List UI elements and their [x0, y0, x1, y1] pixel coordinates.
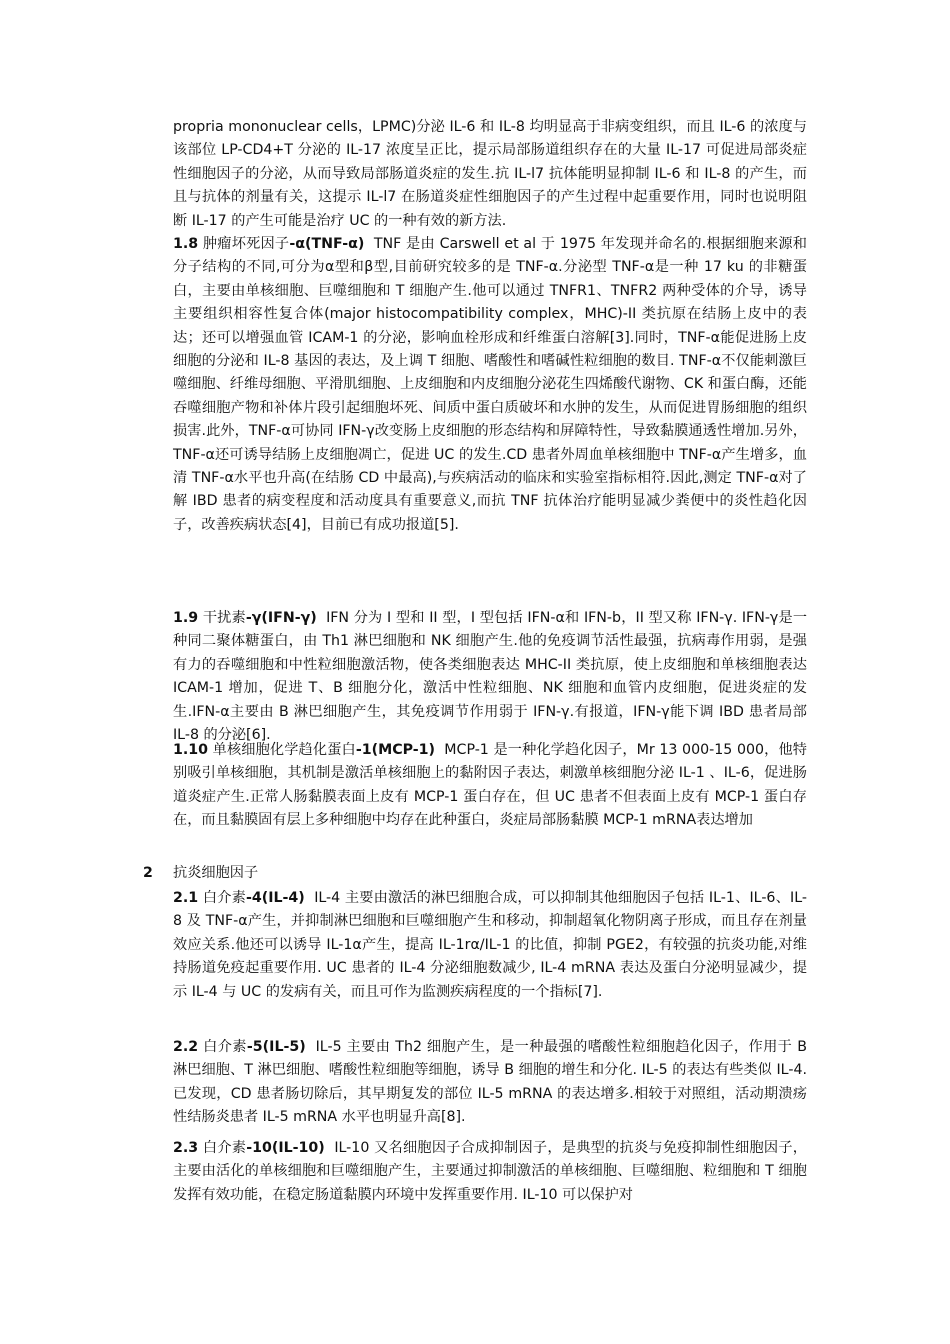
section-body: MCP-1 是一种化学趋化因子，Mr 13 000-15 000，他特别吸引单核细胞，其机制是激活单核细胞上的黏附因子表达，刺激单核细胞分泌 IL-1 、IL-6，促进肠道炎症产生.正常人肠黏膜表面上皮有 MCP-1 蛋白存在，但 UC 患者不但表面上皮有 MCP-1 蛋白存在，而且黏膜固有层上多种细胞中均存在此种蛋白，炎症局部肠黏膜 MCP-1 mRNA表达增加 [173, 742, 807, 829]
section-1-10 [173, 739, 807, 833]
section-number: 1.10 [173, 742, 209, 758]
section-number: 1.9 [173, 610, 199, 626]
section-body: TNF 是由 Carswell et al 于 1975 年发现并命名的.根据细胞来源和分子结构的不同,可分为α型和β型,目前研究较多的是 TNF-α.分泌型 TNF-α是一种 17 ku 的非糖蛋白，主要由单核细胞、巨噬细胞和 T 细胞产生.他可以通过 TNFR1、TNFR2 两种受体的介导，诱导主要组织相容性复合体(major histocompatibility complex，MHC)-II 类抗原在结肠上皮中的表达；还可以增强血管 ICAM-1 的分泌，影响血栓形成和纤维蛋白溶解[3].同时，TNF-α能促进肠上皮细胞的分泌和 IL-8 基因的表达，及上调 T 细胞、嗜酸性和嗜碱性粒细胞的数目. TNF-α不仅能刺激巨噬细胞、纤维母细胞、平滑肌细胞、上皮细胞和内皮细胞分泌花生四烯酸代谢物、CK 和蛋白酶，还能吞噬细胞产物和补体片段引起细胞坏死、间质中蛋白质破坏和水肿的发生，从而促进胃肠细胞的组织损害.此外，TNF-α可协同 IFN-γ改变肠上皮细胞的形态结构和屏障特性，导致黏膜通透性增加.另外，TNF-α还可诱导结肠上皮细胞凋亡，促进 UC 的发生.CD 患者外周血单核细胞中 TNF-α产生增多，血清 TNF-α水平也升高(在结肠 CD 中最高),与疾病活动的临床和实验室指标相符.因此,测定 TNF-α对了解 IBD 患者的病变程度和活动度具有重要意义,而抗 TNF 抗体治疗能明显减少粪便中的炎性趋化因子，改善疾病状态[4]，目前已有成功报道[5]. [173, 236, 807, 533]
paragraph-text: propria mononuclear cells，LPMC)分泌 IL-6 和 IL-8 均明显高于非病变组织，而且 IL-6 的浓度与该部位 LP-CD4+T 分泌的 IL-17 浓度呈正比，提示局部肠道组织存在的大量 IL-17 可促进局部炎症性细胞因子的分泌，从而导致局部肠道炎症的发生.抗 IL-l7 抗体能明显抑制 IL-6 和 IL-8 的产生，而且与抗体的剂量有关，这提示 IL-l7 在肠道炎症性细胞因子的产生过程中起重要作用，同时也说明阻断 IL-17 的产生可能是治疗 UC 的一种有效的新方法. [173, 119, 807, 229]
section-number: 2.2 [173, 1039, 199, 1055]
section-2-2 [173, 1036, 807, 1130]
section-number: 2.1 [173, 890, 199, 906]
section-number: 1.8 [173, 236, 199, 252]
section-title-cn: 单核细胞化学趋化蛋白 [212, 742, 356, 758]
section-title-en: -4(IL-4) [245, 890, 305, 906]
section-title-cn: 白介素 [202, 890, 246, 906]
section-2-title: 抗炎细胞因子 [173, 865, 259, 881]
section-title-en: -5(IL-5) [246, 1039, 306, 1055]
section-title-cn: 白介素 [203, 1039, 247, 1055]
section-title-en: -α(TNF-α) [289, 236, 365, 252]
section-2-number: 2 [143, 865, 153, 881]
section-number: 2.3 [173, 1140, 199, 1156]
section-body: IFN 分为 I 型和 II 型，I 型包括 IFN-α和 IFN-b，II 型又称 IFN-γ. IFN-γ是一种同二聚体糖蛋白，由 Th1 淋巴细胞和 NK 细胞产生.他的免疫调节活性最强，抗病毒作用弱，是强有力的吞噬细胞和中性粒细胞激活物，使各类细胞表达 MHC-II 类抗原，使上皮细胞和单核细胞表达 ICAM-1 增加，促进 T、B 细胞分化，激活中性粒细胞、NK 细胞和血管内皮细胞，促进炎症的发生.IFN-α主要由 B 淋巴细胞产生，其免疫调节作用弱于 IFN-γ.有报道，IFN-γ能下调 IBD 患者局部 IL-8 的分泌[6]. [173, 610, 808, 744]
section-1-9 [173, 607, 807, 747]
section-title-en: -γ(IFN-γ) [245, 610, 317, 626]
section-body: IL-10 又名细胞因子合成抑制因子，是典型的抗炎与免疫抑制性细胞因子，主要由活化的单核细胞和巨噬细胞产生，主要通过抑制激活的单核细胞、巨噬细胞、粒细胞和 T 细胞发挥有效功能，在稳定肠道黏膜内环境中发挥重要作用. IL-10 可以保护对 [173, 1140, 807, 1203]
section-title-en: -10(IL-10) [246, 1140, 325, 1156]
section-title-cn: 肿瘤坏死因子 [202, 236, 290, 252]
section-2-3 [173, 1137, 807, 1207]
section-title-cn: 白介素 [202, 1140, 247, 1156]
section-2-1 [173, 887, 807, 1004]
section-title-cn: 干扰素 [202, 610, 246, 626]
section-body: IL-4 主要由激活的淋巴细胞合成，可以抑制其他细胞因子包括 IL-1、IL-6、IL-8 及 TNF-α产生，并抑制淋巴细胞和巨噬细胞产生和移动，抑制超氧化物阴离子形成，而且存在剂量效应关系.他还可以诱导 IL-1α产生，提高 IL-1rα/IL-1 的比值，抑制 PGE2，有较强的抗炎功能,对维持肠道免疫起重要作用. UC 患者的 IL-4 分泌细胞数减少, IL-4 mRNA 表达及蛋白分泌明显减少，提示 IL-4 与 UC 的发病有关，而且可作为监测疾病程度的一个指标[7]. [173, 890, 807, 1000]
section-body: IL-5 主要由 Th2 细胞产生，是一种最强的嗜酸性粒细胞趋化因子，作用于 B 淋巴细胞、T 淋巴细胞、嗜酸性粒细胞等细胞，诱导 B 细胞的增生和分化. IL-5 的表达有些类似 IL-4.已发现，CD 患者肠切除后，其早期复发的部位 IL-5 mRNA 的表达增多.相较于对照组，活动期溃疡性结肠炎患者 IL-5 mRNA 水平也明显升高[8]. [173, 1039, 807, 1126]
section-title-en: -1(MCP-1) [355, 742, 436, 758]
section-1-8 [173, 233, 807, 537]
paragraph-il17-continuation [173, 116, 807, 233]
